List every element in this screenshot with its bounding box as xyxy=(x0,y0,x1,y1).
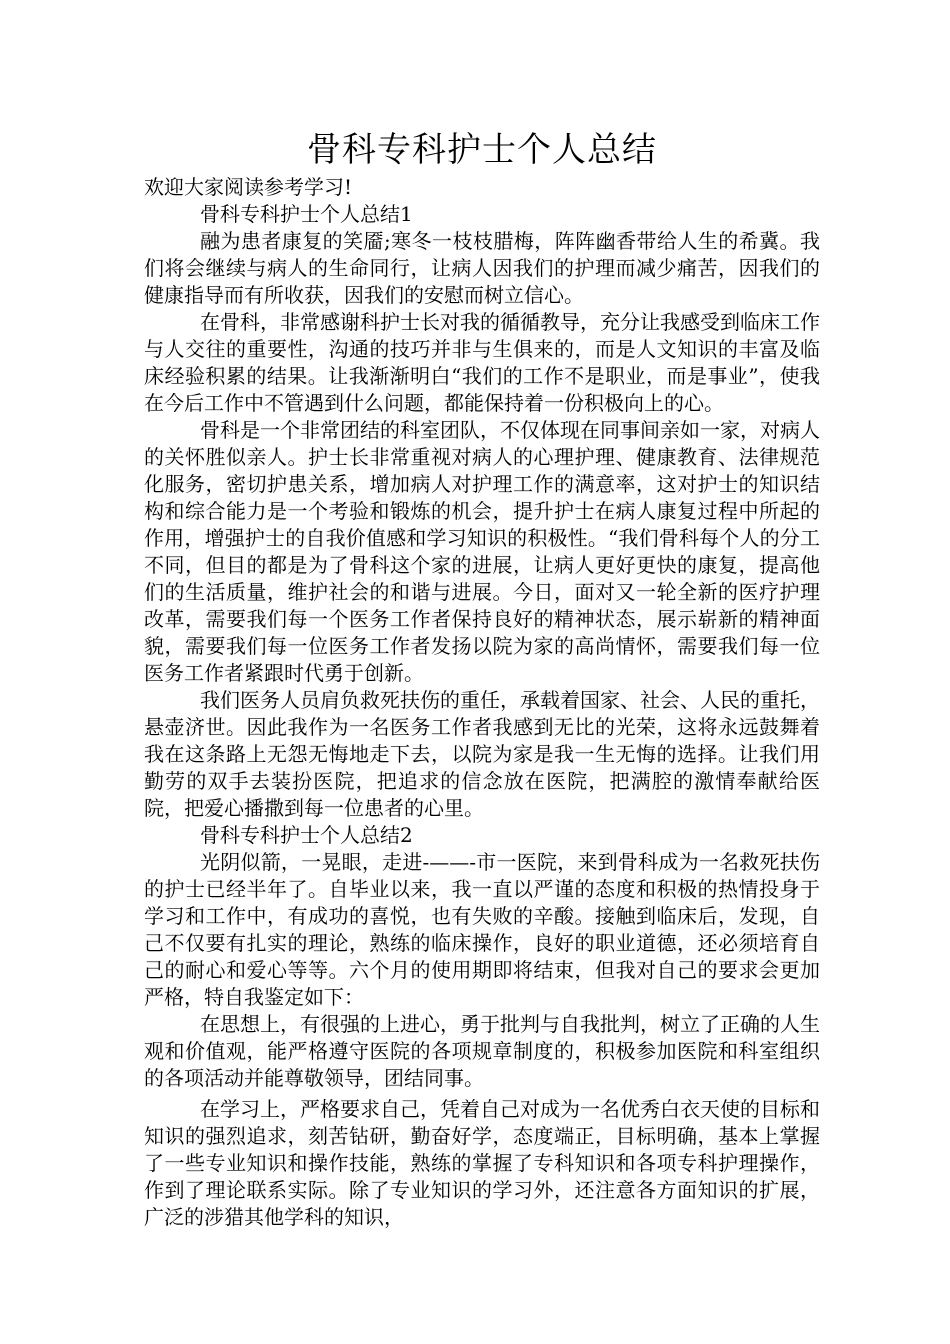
paragraph: 骨科是一个非常团结的科室团队，不仅体现在同事间亲如一家，对病人的关怀胜似亲人。护士长非常重视对病人的心理护理、健康教育、法律规范化服务，密切护患关系，增加病人对护理工作的满意率，这对护士的知识结构和综合能力是一个考验和锻炼的机会，提升护士在病人康复过程中所起的作用，增强护士的自我价值感和学习知识的积极性。“我们骨科每个人的分工不同，但目的都是为了骨科这个家的进展，让病人更好更快的康复，提高他们的生活质量，维护社会的和谐与进展。今日，面对又一轮全新的医疗护理改革，需要我们每一个医务工作者保持良好的精神状态，展示崭新的精神面貌，需要我们每一位医务工作者发扬以院为家的高尚情怀，需要我们每一位医务工作者紧跟时代勇于创新。 xyxy=(144,418,820,685)
paragraph: 在骨科，非常感谢科护士长对我的循循教导，充分让我感受到临床工作与人交往的重要性，沟通的技巧并非与生俱来的，而是人文知识的丰富及临床经验积累的结果。让我渐渐明白“我们的工作不是职业，而是事业”，使我在今后工作中不管遇到什么问题，都能保持着一份积极向上的心。 xyxy=(144,310,820,415)
paragraph: 在思想上，有很强的上进心，勇于批判与自我批判，树立了正确的人生观和价值观，能严格遵守医院的各项规章制度的，积极参加医院和科室组织的各项活动并能尊敬领导，团结同事。 xyxy=(144,1012,820,1090)
document-page xyxy=(144,128,820,1231)
paragraph: 我们医务人员肩负救死扶伤的重任，承载着国家、社会、人民的重托，悬壶济世。因此我作为一名医务工作者我感到无比的光荣，这将永远鼓舞着我在这条路上无怨无悔地走下去，以院为家是我一生无悔的选择。让我们用勤劳的双手去装扮医院，把追求的信念放在医院，把满腔的激情奉献给医院，把爱心播撒到每一位患者的心里。 xyxy=(144,688,820,820)
paragraph: 光阴似箭，一晃眼，走进-——-市一医院，来到骨科成为一名救死扶伤的护士已经半年了。自毕业以来，我一直以严谨的态度和积极的热情投身于学习和工作中，有成功的喜悦，也有失败的辛酸。接触到临床后，发现，自己不仅要有扎实的理论，熟练的临床操作，良好的职业道德，还必须培育自己的耐心和爱心等等。六个月的使用期即将结束，但我对自己的要求会更加严格，特自我鉴定如下： xyxy=(144,850,820,1009)
paragraph: 融为患者康复的笑靥;寒冬一枝枝腊梅，阵阵幽香带给人生的希冀。我们将会继续与病人的生命同行，让病人因我们的护理而减少痛苦，因我们的健康指导而有所收获，因我们的安慰而树立信心。 xyxy=(144,229,820,307)
page-title: 骨科专科护士个人总结 xyxy=(307,130,657,170)
intro-text: 欢迎大家阅读参考学习! xyxy=(144,175,353,199)
paragraph: 在学习上，严格要求自己，凭着自己对成为一名优秀白衣天使的目标和知识的强烈追求，刻苦钻研，勤奋好学，态度端正，目标明确，基本上掌握了一些专业知识和操作技能，熟练的掌握了专科知识和各项专科护理操作，作到了理论联系实际。除了专业知识的学习外，还注意各方面知识的扩展，广泛的涉猎其他学科的知识， xyxy=(144,1097,820,1229)
section-heading: 骨科专科护士个人总结1 xyxy=(200,202,413,226)
section-heading: 骨科专科护士个人总结2 xyxy=(200,823,413,847)
